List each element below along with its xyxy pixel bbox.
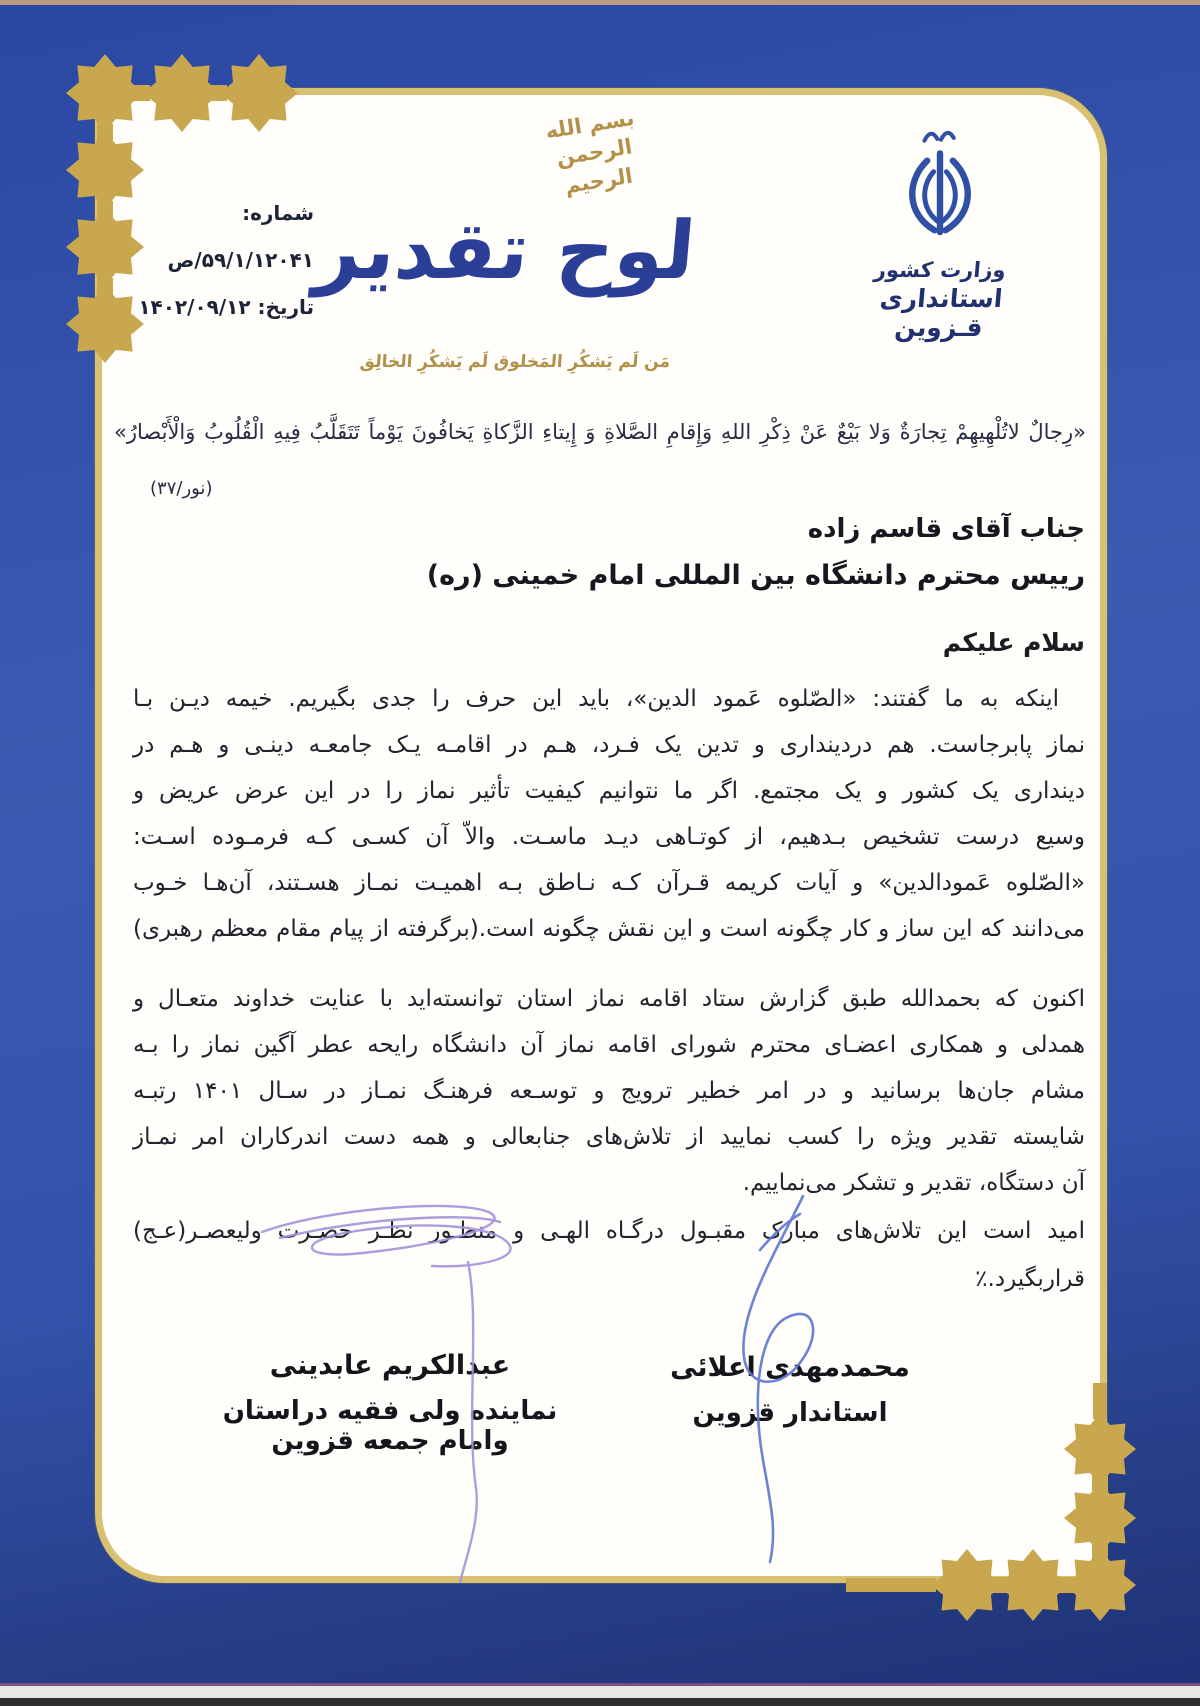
letter-date: تاریخ: ۱۴۰۲/۰۹/۱۲	[138, 295, 314, 319]
body-line: «الصّلوه عَمودالدین» و آیات کریمه قـرآن کـه نـاطق بـه اهمیـت نمـاز هسـتند، آن‌هـا خـوب	[133, 870, 1085, 896]
body-line: مشام جان‌ها برسانید و در امر خطیر ترویج و توسـعه فرهنـگ نمـاز در سـال ۱۴۰۱ رتبـه	[133, 1078, 1085, 1104]
scan-edge-dark	[0, 1698, 1200, 1706]
signature-right-title: استاندار قزوین	[692, 1398, 888, 1428]
star-connector	[1092, 1543, 1108, 1559]
scan-edge-light	[0, 1686, 1200, 1698]
body-line: همدلی و همکاری اعضـای محترم شورای اقامه نماز آن دانشگاه رایحه عطر آگین نماز را بـه	[133, 1032, 1085, 1058]
star-connector	[97, 124, 113, 140]
body-line: می‌دانند که این ساز و کار چگونه است و این نقش چگونه است.(برگرفته از پیام مقام معظم رهبری)	[133, 916, 1085, 942]
certificate-subtitle: مَن لَم یَشکُرِ المَخلوق لَم یَشکُرِ الخالِق	[359, 352, 671, 372]
star-connector	[1092, 1476, 1108, 1492]
body-line: شایسته تقدیر ویژه را کسب نمایید از تلاش‌های جنابعالی و همه دست اندرکاران امر نمـاز	[133, 1124, 1085, 1150]
body-line: قراربگیرد.٪	[975, 1266, 1085, 1292]
signature-left-name: عبدالکریم عابدینی	[269, 1350, 511, 1381]
body-line: اینکه به ما گفتند: «الصّلوه عَمود الدین»، باید این حرف را جدی بگیریم. خیمه دیـن بـا	[133, 686, 1059, 712]
ministry-name: وزارت کشور	[873, 258, 1007, 282]
star-connector	[1058, 1577, 1074, 1593]
star-icon	[66, 54, 144, 132]
signature-left-title: نماینده ولی فقیه دراستان وامام جمعه قزوین	[222, 1396, 558, 1456]
governorate-name: استانداری قـزوین	[878, 284, 1004, 342]
scan-edge-top	[0, 0, 1200, 5]
star-connector	[992, 1577, 1008, 1593]
verse-reference: (نور/۳۷)	[150, 478, 213, 499]
salutation: سلام علیکم	[942, 628, 1085, 657]
star-stem	[846, 1578, 936, 1592]
star-icon	[143, 54, 221, 132]
star-connector	[97, 278, 113, 294]
body-line: اکنون که بحمدالله طبق گزارش ستاد اقامه نماز استان توانسته‌اید با عنایت خداوند متعـال و	[133, 986, 1085, 1012]
star-icon	[1064, 1549, 1136, 1621]
body-line: آن دستگاه، تقدیر و تشکر می‌نماییم.	[742, 1170, 1085, 1196]
star-connector	[134, 85, 150, 101]
recipient-name: جناب آقای قاسم زاده	[807, 514, 1085, 544]
body-line: دینداری یک کشور و یک مجتمع. اگر ما نتوانیم کیفیت تأثیر نماز را در این عرض عریض و	[133, 778, 1085, 804]
star-connector	[97, 201, 113, 217]
body-line: نماز پابرجاست. هم دردینداری و تدین یک فـرد، هـم در اقامـه یـک جامعـه دینـی و هـم در	[133, 732, 1085, 758]
star-icon	[220, 54, 298, 132]
letter-number: شماره: ۵۹/۱/۱۲۰۴۱/ص	[167, 201, 314, 272]
signature-right-name: محمدمهدی اعلائی	[670, 1352, 910, 1383]
body-line: وسیع درست تشخیص بـدهیم، از کوتـاهی دیـد ماسـت. والاّ آن کسـی کـه فرمـوده اسـت:	[133, 824, 1085, 850]
issuer-block	[838, 126, 1042, 342]
bismillah-calligraphy: بسم الله الرحمن الرحیم	[543, 105, 636, 198]
certificate-title: لوح تقدیر	[311, 204, 699, 297]
quran-verse: «رِجالٌ لاتُلْهِیهِمْ تِجارَةٌ وَلا بَیْعٌ عَنْ ذِکْرِ اللهِ وَإِقامِ الصَّلاةِ وَ إِیتاءِ الزَّکاةِ یَخافُونَ یَوْماً تَتَقَلَّبُ فِیهِ الْقُلُوبُ وَالْأَبْصارُ»	[114, 420, 1086, 444]
star-icon	[1064, 1413, 1136, 1485]
recipient-title: رییس محترم دانشگاه بین المللی امام خمینی (ره)	[426, 560, 1085, 591]
star-connector	[211, 85, 227, 101]
body-line: امید است این تلاش‌های مبارک مقبـول درگـاه الهـی و منظـور نظـر حضـرت ولیعصـر(عـج)	[133, 1218, 1085, 1244]
iran-emblem-icon	[888, 126, 992, 254]
